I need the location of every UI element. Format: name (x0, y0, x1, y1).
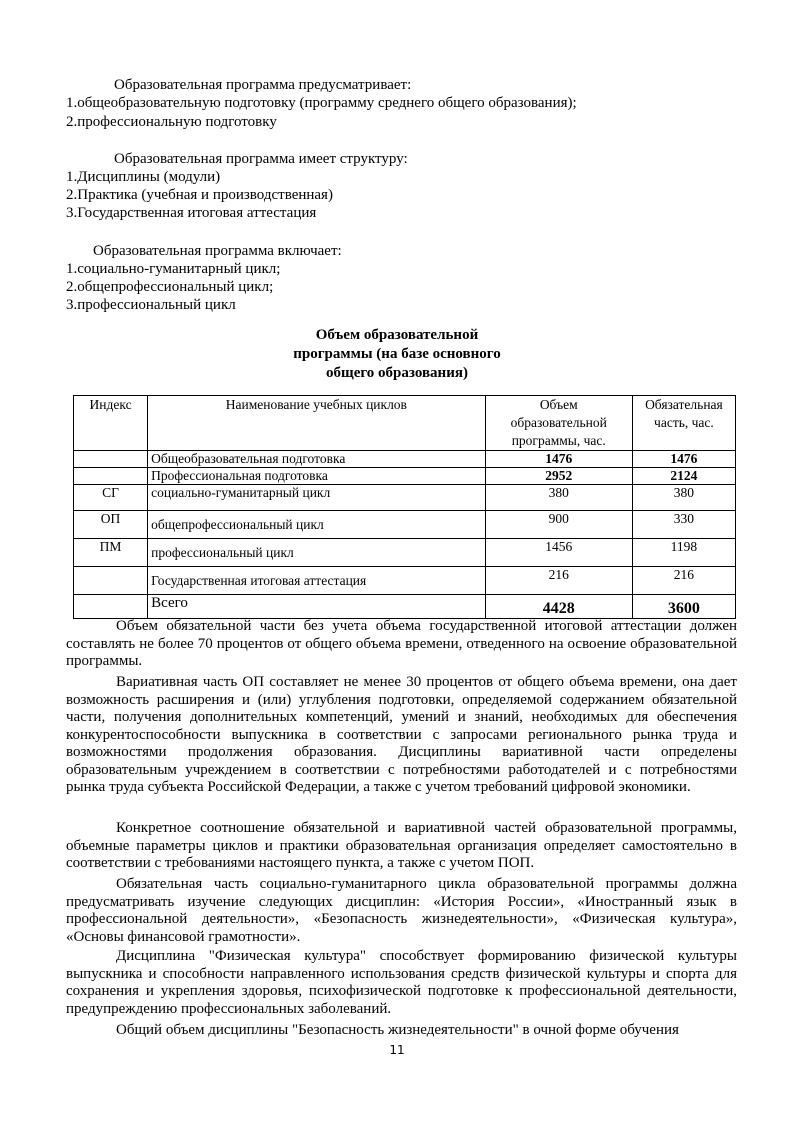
row-mandatory: 2124 (632, 468, 735, 485)
table-title-line: программы (на базе основного (293, 346, 501, 362)
table-row-total (74, 595, 736, 619)
table-row (74, 539, 736, 567)
paragraph: Объем обязательной части без учета объема государственной итоговой аттестации должен составлять не более 70 процентов от общего объема времени, отведенного на освоение образовательной программы. (66, 618, 737, 669)
row-index: ОП (74, 511, 148, 539)
header-mandatory: Обязательная часть, час. (632, 396, 735, 451)
row-volume: 900 (485, 511, 632, 539)
structure-item: 3.Государственная итоговая аттестация (66, 205, 317, 221)
table-row (74, 451, 736, 468)
row-volume: 4428 (485, 595, 632, 619)
row-mandatory: 3600 (632, 595, 735, 619)
row-volume: 1476 (485, 451, 632, 468)
row-mandatory: 216 (632, 567, 735, 595)
row-mandatory: 1476 (632, 451, 735, 468)
row-index (74, 451, 148, 468)
row-mandatory: 1198 (632, 539, 735, 567)
structure-item: 1.Дисциплины (модули) (66, 169, 221, 185)
row-index (74, 595, 148, 619)
page-number: 11 (389, 1043, 405, 1057)
includes-item: 2.общепрофессиональный цикл; (66, 279, 274, 295)
header-index: Индекс (74, 396, 148, 451)
row-index (74, 567, 148, 595)
row-index: СГ (74, 485, 148, 511)
structure-heading: Образовательная программа имеет структуру: (114, 151, 408, 167)
row-volume: 2952 (485, 468, 632, 485)
row-mandatory: 330 (632, 511, 735, 539)
row-volume: 380 (485, 485, 632, 511)
table-title-line: Объем образовательной (315, 327, 479, 343)
row-index (74, 468, 148, 485)
paragraph: Конкретное соотношение обязательной и вариативной частей образовательной программы, объемные параметры циклов и практики образовательная организация определяет самостоятельно в соответствии с требованиями настоящего пункта, а также с учетом ПОП. (66, 820, 737, 871)
structure-item: 2.Практика (учебная и производственная) (66, 187, 333, 203)
table-header-row (74, 396, 736, 451)
row-index: ПМ (74, 539, 148, 567)
header-volume: Объем образовательной программы, час. (485, 396, 632, 451)
paragraph: Вариативная часть ОП составляет не менее 30 процентов от общего объема времени, она дает возможность расширения и (или) углубления подготовки, определяемой содержанием обязательной части, получения дополнительных компетенций, умений и знаний, необходимых для обеспечения конкурентоспособности выпускника в соответствии с запросами регионального рынка труда и возможностями продолжения образования. Дисциплины вариативной части определены образовательным учреждением в соответствии с потребностями работодателей и с потребностями рынка труда субъекта Российской Федерации, а также с учетом требований цифровой экономики. (66, 674, 737, 795)
table-row (74, 511, 736, 539)
row-mandatory: 380 (632, 485, 735, 511)
row-name: Общеобразовательная подготовка (148, 451, 486, 468)
table-row (74, 567, 736, 595)
row-volume: 216 (485, 567, 632, 595)
program-volume-table (73, 395, 736, 619)
row-name: Профессиональная подготовка (148, 468, 486, 485)
header-name: Наименование учебных циклов (148, 396, 486, 451)
provides-heading: Образовательная программа предусматривает: (114, 77, 412, 93)
provides-item: 1.общеобразовательную подготовку (программу среднего общего образования); (66, 95, 577, 111)
table-title-line: общего образования) (326, 365, 468, 381)
row-name: Государственная итоговая аттестация (148, 567, 486, 595)
paragraph: Обязательная часть социально-гуманитарного цикла образовательной программы должна предусматривать изучение следующих дисциплин: «История России», «Иностранный язык в профессиональной деятельности», «Безопасность жизнедеятельности», «Физическая культура», «Основы финансовой грамотности». (66, 876, 737, 945)
provides-item: 2.профессиональную подготовку (66, 114, 277, 130)
includes-item: 1.социально-гуманитарный цикл; (66, 261, 281, 277)
row-name: Всего (148, 595, 486, 619)
row-name: общепрофессиональный цикл (148, 511, 486, 539)
table-row (74, 468, 736, 485)
paragraph: Общий объем дисциплины "Безопасность жизнедеятельности" в очной форме обучения (116, 1022, 679, 1038)
paragraph: Дисциплина "Физическая культура" способствует формированию физической культуры выпускника и способности направленного использования средств физической культуры и спорта для сохранения и укрепления здоровья, психофизической подготовке к профессиональной деятельности, предупреждению профессиональных заболеваний. (66, 948, 737, 1017)
row-volume: 1456 (485, 539, 632, 567)
row-name: социально-гуманитарный цикл (148, 485, 486, 511)
includes-heading: Образовательная программа включает: (93, 243, 342, 259)
table-row (74, 485, 736, 511)
includes-item: 3.профессиональный цикл (66, 297, 236, 313)
row-name: профессиональный цикл (148, 539, 486, 567)
